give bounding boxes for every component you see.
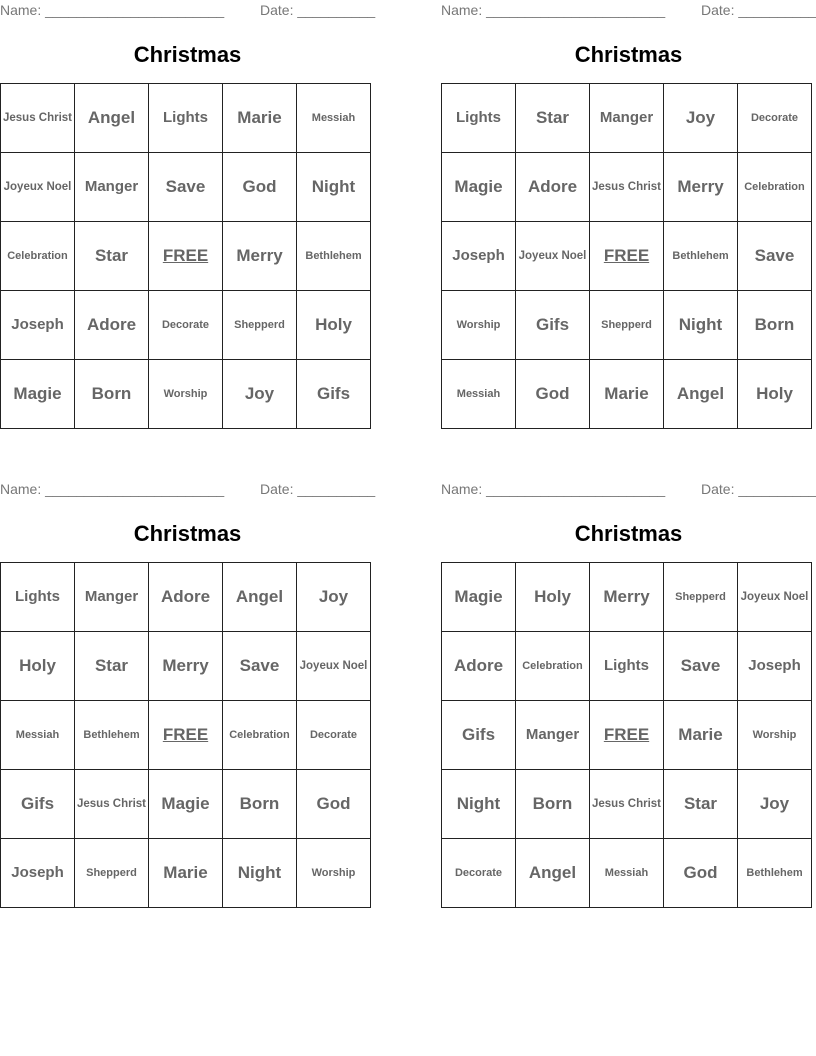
grid-cell: Lights [590,632,664,701]
grid-cell: Born [223,770,297,839]
grid-cell: Star [75,632,149,701]
grid-cell: Shepperd [590,291,664,360]
grid-cell: Decorate [149,291,223,360]
card-title: Christmas [133,521,242,546]
grid-cell: Manger [590,84,664,153]
grid-cell: Adore [442,632,516,701]
grid-cell: Joseph [738,632,812,701]
grid-cell: Messiah [297,84,371,153]
bingo-grid [441,562,812,908]
grid-cell: Merry [223,222,297,291]
grid-cell: Born [738,291,812,360]
grid-cell: Night [297,153,371,222]
grid-cell: God [223,153,297,222]
bingo-card-4 [441,479,816,913]
bingo-grid [0,562,371,908]
grid-cell: Manger [75,563,149,632]
grid-cell: God [297,770,371,839]
grid-cell: Star [75,222,149,291]
grid-cell: Messiah [442,360,516,429]
grid-cell: Save [223,632,297,701]
grid-row [1,222,371,291]
grid-cell: Gifs [442,701,516,770]
grid-cell: Celebration [738,153,812,222]
bingo-card-2 [441,0,816,434]
grid-cell: Manger [75,153,149,222]
free-space: FREE [590,222,664,291]
grid-cell: Worship [738,701,812,770]
grid-row [442,360,812,429]
date-line: Date: __________ [701,2,816,18]
name-line: Name: _______________________ [441,481,666,497]
grid-row [442,222,812,291]
grid-cell: Born [75,360,149,429]
grid-cell: Joyeux Noel [297,632,371,701]
grid-row [1,291,371,360]
grid-cell: Marie [664,701,738,770]
grid-cell: Lights [442,84,516,153]
date-line: Date: __________ [260,2,376,18]
grid-cell: Magie [442,153,516,222]
grid-cell: Gifs [297,360,371,429]
grid-cell: Worship [442,291,516,360]
grid-cell: Joseph [1,291,75,360]
grid-row [1,632,371,701]
grid-cell: Celebration [1,222,75,291]
grid-cell: Magie [149,770,223,839]
grid-cell: Worship [149,360,223,429]
grid-cell: Save [664,632,738,701]
grid-cell: Marie [223,84,297,153]
grid-cell: Angel [516,839,590,908]
grid-cell: Joyeux Noel [738,563,812,632]
grid-row [1,839,371,908]
grid-cell: Lights [149,84,223,153]
grid-cell: Joy [738,770,812,839]
grid-row [1,563,371,632]
grid-cell: Star [664,770,738,839]
bingo-grid [0,83,371,429]
grid-cell: Decorate [442,839,516,908]
grid-cell: Jesus Christ [1,84,75,153]
card-title: Christmas [574,521,683,546]
grid-cell: Gifs [516,291,590,360]
grid-cell: Joy [223,360,297,429]
grid-cell: Merry [149,632,223,701]
grid-cell: Angel [223,563,297,632]
grid-cell: Save [149,153,223,222]
grid-cell: Save [738,222,812,291]
grid-cell: Jesus Christ [590,153,664,222]
date-line: Date: __________ [260,481,376,497]
grid-cell: Star [516,84,590,153]
grid-cell: Messiah [1,701,75,770]
card-title: Christmas [574,42,683,67]
grid-cell: Gifs [1,770,75,839]
grid-cell: Angel [75,84,149,153]
grid-cell: Marie [590,360,664,429]
grid-row [1,770,371,839]
grid-cell: Joy [664,84,738,153]
grid-cell: Holy [516,563,590,632]
grid-row [442,770,812,839]
grid-cell: God [516,360,590,429]
grid-cell: Night [664,291,738,360]
name-line: Name: _______________________ [441,2,666,18]
grid-row [1,701,371,770]
grid-cell: Joyeux Noel [516,222,590,291]
grid-cell: Holy [738,360,812,429]
grid-cell: Celebration [516,632,590,701]
grid-cell: Adore [516,153,590,222]
grid-cell: Manger [516,701,590,770]
grid-cell: Joseph [1,839,75,908]
grid-row [442,84,812,153]
grid-cell: Messiah [590,839,664,908]
grid-cell: Bethlehem [297,222,371,291]
free-space: FREE [590,701,664,770]
grid-cell: Worship [297,839,371,908]
grid-cell: Bethlehem [664,222,738,291]
grid-cell: Adore [149,563,223,632]
grid-cell: Bethlehem [738,839,812,908]
grid-row [1,360,371,429]
grid-cell: Shepperd [664,563,738,632]
grid-cell: Adore [75,291,149,360]
free-space: FREE [149,701,223,770]
grid-cell: Joseph [442,222,516,291]
grid-cell: Lights [1,563,75,632]
grid-cell: Merry [664,153,738,222]
grid-cell: Night [442,770,516,839]
bingo-card-1 [0,0,375,434]
grid-cell: Bethlehem [75,701,149,770]
grid-cell: God [664,839,738,908]
grid-cell: Joyeux Noel [1,153,75,222]
grid-row [1,84,371,153]
date-line: Date: __________ [701,481,816,497]
grid-cell: Angel [664,360,738,429]
grid-cell: Jesus Christ [590,770,664,839]
grid-cell: Night [223,839,297,908]
grid-cell: Merry [590,563,664,632]
grid-cell: Decorate [738,84,812,153]
bingo-grid [441,83,812,429]
grid-row [442,701,812,770]
grid-cell: Joy [297,563,371,632]
name-line: Name: _______________________ [0,2,225,18]
grid-row [442,632,812,701]
grid-cell: Jesus Christ [75,770,149,839]
grid-cell: Marie [149,839,223,908]
grid-cell: Shepperd [223,291,297,360]
grid-cell: Born [516,770,590,839]
grid-row [1,153,371,222]
grid-row [442,839,812,908]
card-title: Christmas [133,42,242,67]
grid-cell: Magie [1,360,75,429]
grid-cell: Magie [442,563,516,632]
grid-cell: Holy [1,632,75,701]
bingo-card-3 [0,479,375,913]
grid-row [442,563,812,632]
name-line: Name: _______________________ [0,481,225,497]
grid-row [442,291,812,360]
grid-cell: Holy [297,291,371,360]
grid-cell: Shepperd [75,839,149,908]
free-space: FREE [149,222,223,291]
grid-row [442,153,812,222]
grid-cell: Celebration [223,701,297,770]
grid-cell: Decorate [297,701,371,770]
